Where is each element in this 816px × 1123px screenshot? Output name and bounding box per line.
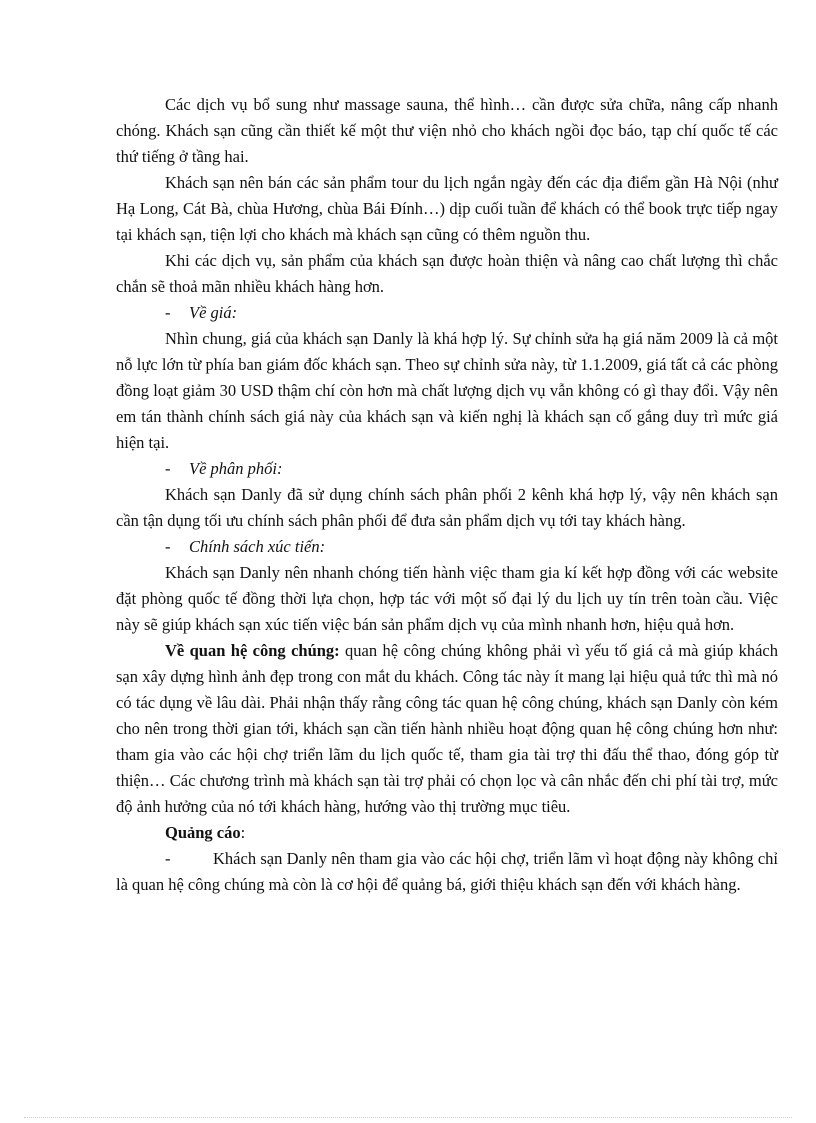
heading-price-text: Về giá: <box>189 303 238 322</box>
heading-public-relations: Về quan hệ công chúng: <box>165 641 340 660</box>
dash-marker: - <box>165 303 171 322</box>
paragraph-quality: Khi các dịch vụ, sản phẩm của khách sạn được hoàn thiện và nâng cao chất lượng thì chắc chắn sẽ thoả mãn nhiều khách hàng hơn. <box>116 251 778 296</box>
public-relations-text: quan hệ công chúng không phải vì yếu tố giá cả mà giúp khách sạn xây dựng hình ảnh đẹp trong con mắt du khách. Công tác này ít mang lại hiệu quả tức thì mà nó có tác dụng về lâu dài. Phải nhận thấy rằng công tác quan hệ công chúng, khách sạn Danly còn kém cho nên trong thời gian tới, khách sạn cần tiến hành nhiều hoạt động quan hệ công chúng hơn như: tham gia vào các hội chợ triển lãm du lịch quốc tế, tham gia tài trợ thi đấu thể thao, đóng góp từ thiện… Các chương trình mà khách sạn tài trợ phải có chọn lọc và cân nhắc đến chi phí tài trợ, mức độ ảnh hưởng của nó tới khách hàng, hướng vào thị trường mục tiêu. <box>116 641 778 816</box>
heading-price <box>116 300 778 326</box>
paragraph-price: Nhìn chung, giá của khách sạn Danly là khá hợp lý. Sự chỉnh sửa hạ giá năm 2009 là cả một nỗ lực lớn từ phía ban giám đốc khách sạn. Theo sự chỉnh sửa này, từ 1.1.2009, giá tất cả các phòng đồng loạt giảm 30 USD thậm chí còn hơn mà chất lượng dịch vụ vẫn không có gì thay đổi. Vậy nên em tán thành chính sách giá này của khách sạn và kiến nghị là khách sạn cố gắng duy trì mức giá hiện tại. <box>116 329 778 452</box>
heading-distribution-text: Về phân phối: <box>189 459 283 478</box>
paragraph-public-relations <box>116 638 778 820</box>
paragraph-distribution: Khách sạn Danly đã sử dụng chính sách phân phối 2 kênh khá hợp lý, vậy nên khách sạn cần tận dụng tối ưu chính sách phân phối để đưa sản phẩm dịch vụ tới tay khách hàng. <box>116 485 778 530</box>
paragraph-advertising <box>116 846 778 898</box>
page-bottom-divider <box>24 1117 792 1118</box>
heading-advertising-colon: : <box>240 823 246 842</box>
heading-promotion-text: Chính sách xúc tiến: <box>189 537 326 556</box>
heading-advertising-text: Quảng cáo <box>165 823 241 842</box>
paragraph-services: Các dịch vụ bổ sung như massage sauna, thể hình… cần được sửa chữa, nâng cấp nhanh chóng. Khách sạn cũng cần thiết kế một thư viện nhỏ cho khách ngồi đọc báo, tạp chí quốc tế các thứ tiếng ở tầng hai. <box>116 95 778 166</box>
dash-marker: - <box>165 459 171 478</box>
heading-advertising <box>116 820 778 846</box>
advertising-text: Khách sạn Danly nên tham gia vào các hội chợ, triển lãm vì hoạt động này không chỉ là quan hệ công chúng mà còn là cơ hội để quảng bá, giới thiệu khách sạn đến với khách hàng. <box>116 849 778 894</box>
dash-marker: - <box>165 537 171 556</box>
heading-distribution <box>116 456 778 482</box>
document-body <box>116 92 778 898</box>
paragraph-tours: Khách sạn nên bán các sản phẩm tour du lịch ngắn ngày đến các địa điểm gần Hà Nội (như Hạ Long, Cát Bà, chùa Hương, chùa Bái Đính…) dịp cuối tuần để khách có thể book trực tiếp ngay tại khách sạn, tiện lợi cho khách mà khách sạn cũng có thêm nguồn thu. <box>116 173 778 244</box>
heading-promotion <box>116 534 778 560</box>
paragraph-promotion: Khách sạn Danly nên nhanh chóng tiến hành việc tham gia kí kết hợp đồng với các website đặt phòng quốc tế đồng thời lựa chọn, hợp tác với một số đại lý du lịch uy tín trên toàn cầu. Việc này sẽ giúp khách sạn xúc tiến việc bán sản phẩm dịch vụ của mình nhanh hơn, hiệu quả hơn. <box>116 563 778 634</box>
dash-marker: - <box>165 849 171 868</box>
